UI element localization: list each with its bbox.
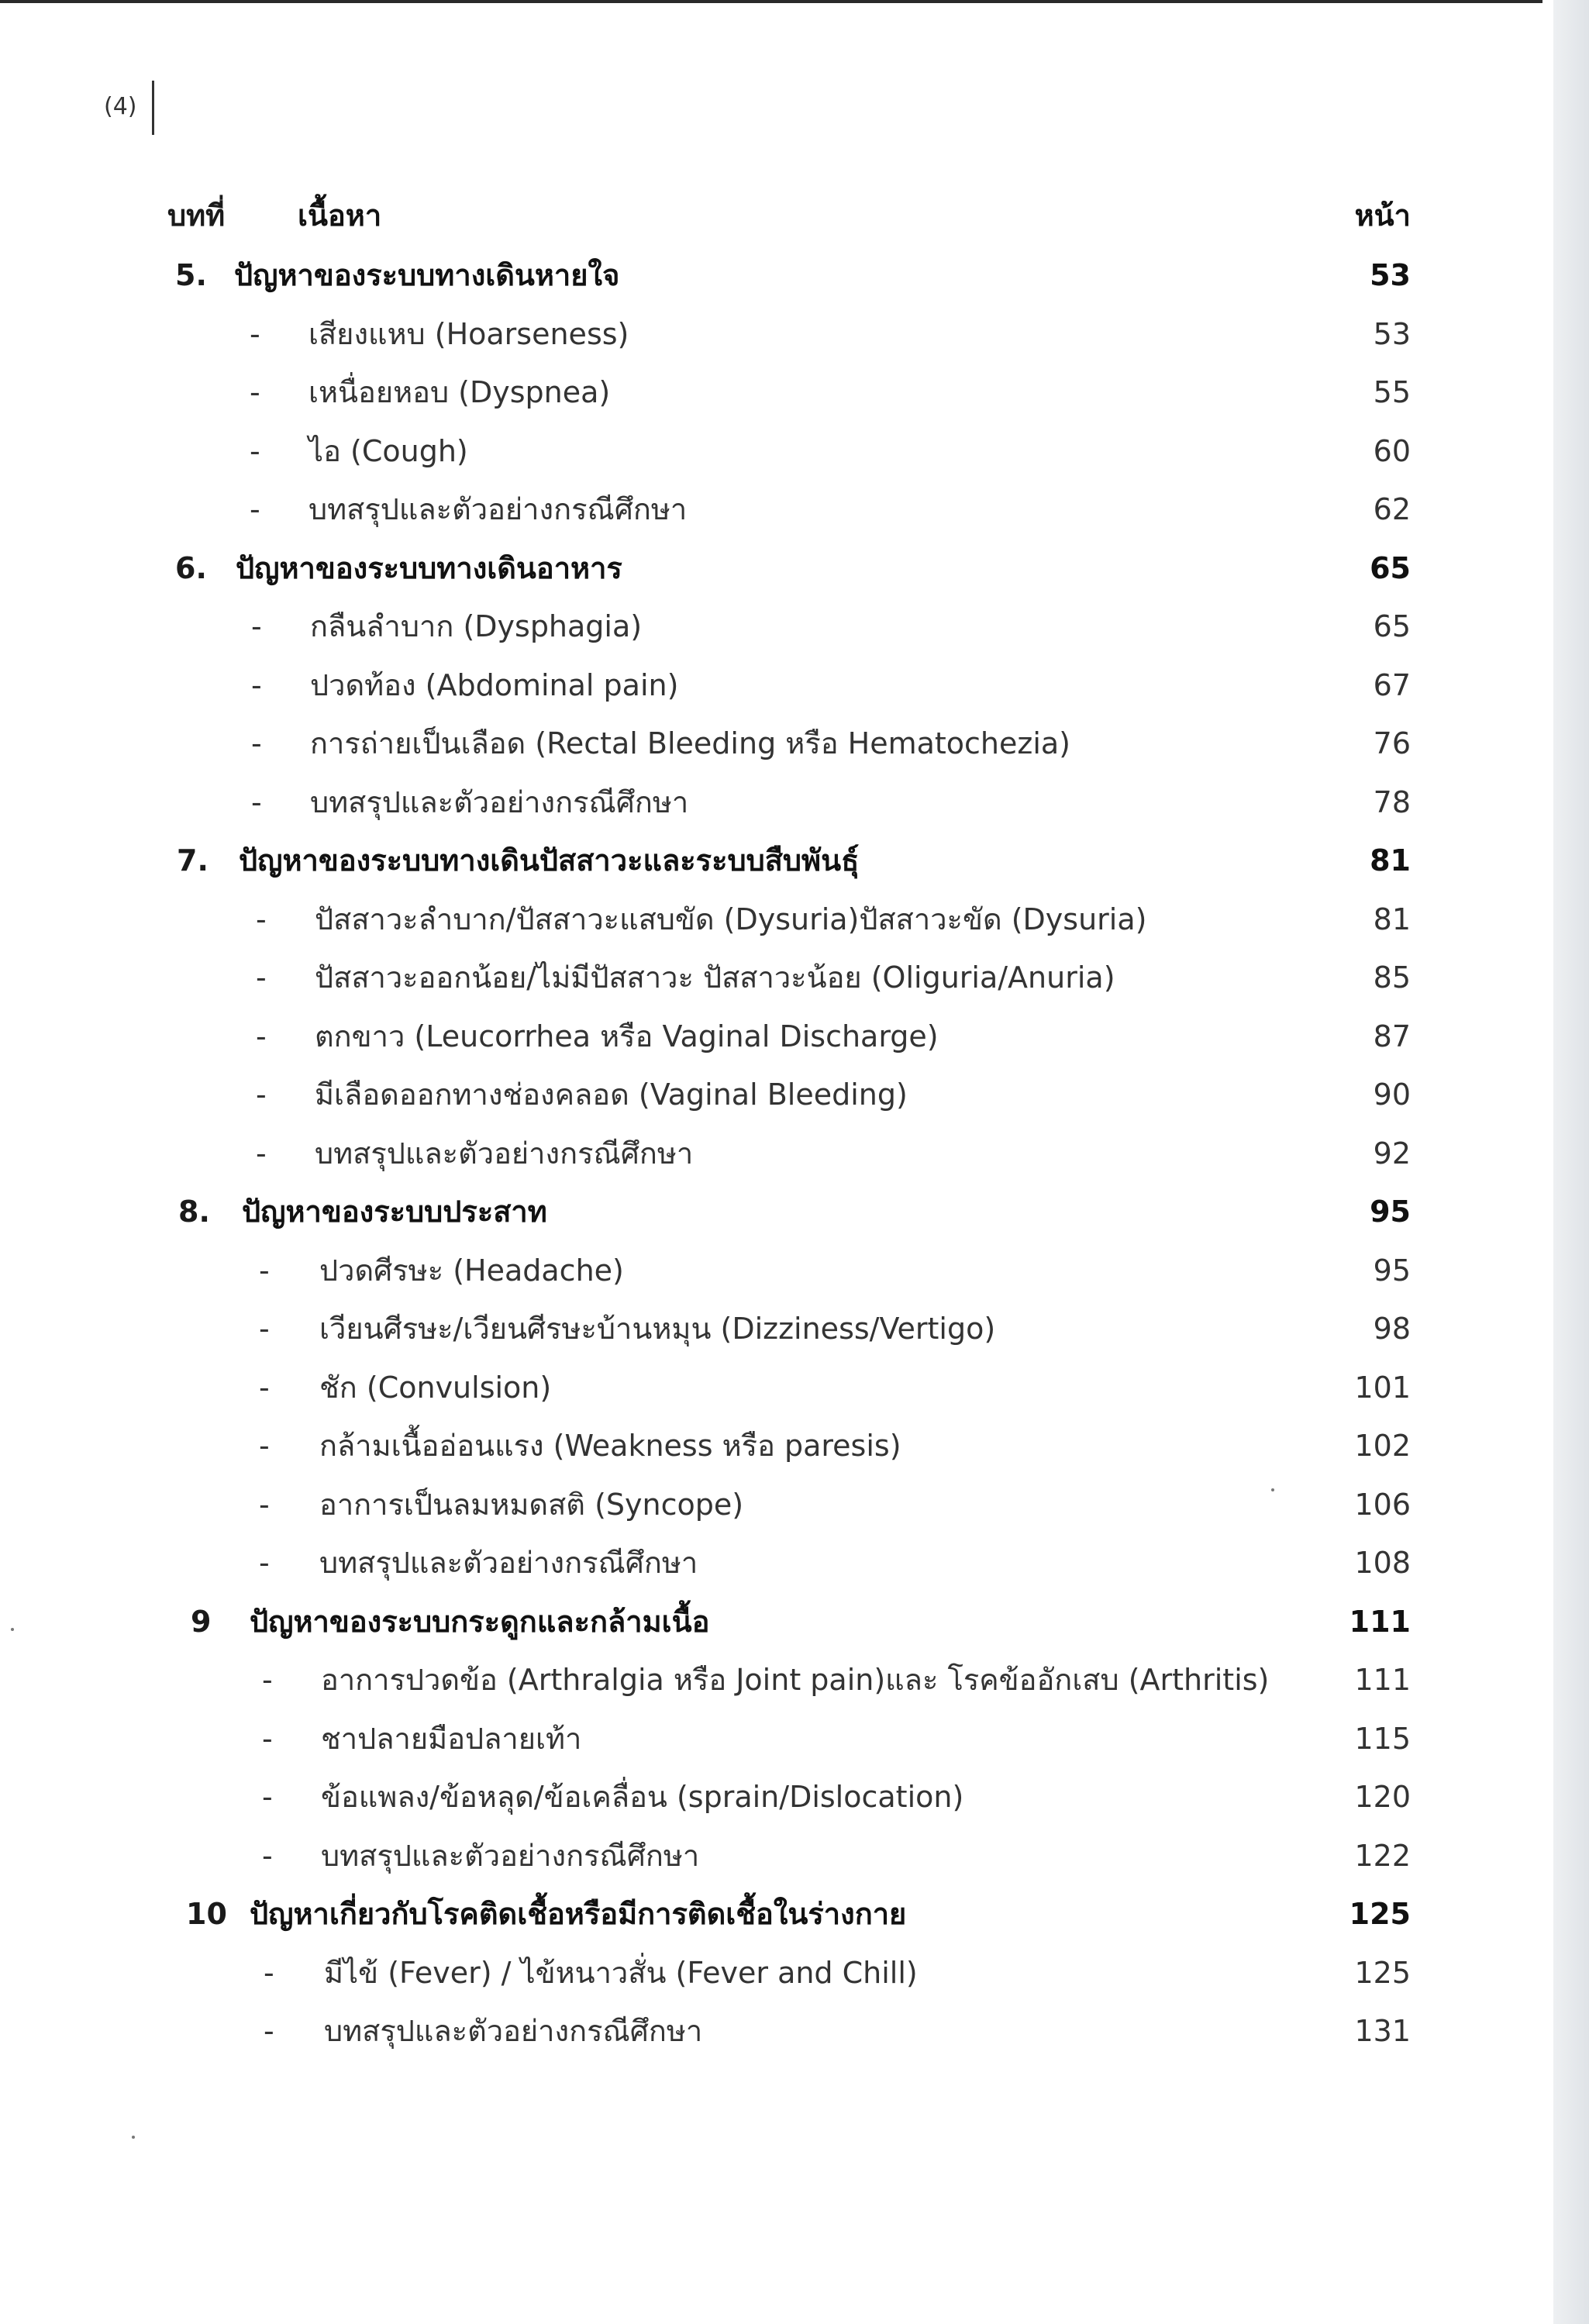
toc-item-row — [0, 1247, 1473, 1294]
toc-item-title: บทสรุปและตัวอย่างกรณีศึกษา — [308, 492, 688, 526]
toc-item-title: ข้อแพลง/ข้อหลุด/ข้อเคลื่อน (sprain/Dislocation) — [321, 1780, 964, 1814]
toc-item-row — [0, 603, 1473, 650]
toc-item-row — [0, 1071, 1473, 1118]
toc-item-row — [0, 1130, 1473, 1177]
scan-speck — [11, 1628, 14, 1631]
bullet-dash: - — [262, 1780, 273, 1814]
content-column-label: เนื้อหา — [298, 198, 382, 233]
toc-item-page: 67 — [1373, 667, 1411, 702]
chapter-row — [0, 1891, 1473, 1937]
toc-item-page: 98 — [1373, 1312, 1411, 1346]
toc-item-row — [0, 779, 1473, 826]
page-edge-shadow — [1553, 0, 1589, 2324]
bullet-dash: - — [251, 609, 262, 643]
page-column-label: หน้า — [1354, 198, 1411, 233]
bullet-dash: - — [250, 375, 260, 409]
toc-item-title: ตกขาว (Leucorrhea หรือ Vaginal Discharge) — [315, 1019, 939, 1053]
toc-item-row — [0, 1774, 1473, 1820]
toc-item-page: 92 — [1373, 1136, 1411, 1171]
chapter-number: 6. — [175, 550, 207, 585]
toc-item-page: 108 — [1354, 1546, 1411, 1580]
toc-item-row — [0, 662, 1473, 709]
toc-item-row — [0, 1305, 1473, 1352]
toc-item-row — [0, 428, 1473, 474]
scan-speck — [132, 2136, 135, 2139]
bullet-dash: - — [251, 726, 262, 760]
toc-item-row — [0, 1657, 1473, 1703]
toc-item-title: บทสรุปและตัวอย่างกรณีศึกษา — [315, 1136, 694, 1171]
toc-item-row — [0, 486, 1473, 533]
toc-item-title: กลืนลำบาก (Dysphagia) — [310, 609, 643, 643]
bullet-dash: - — [250, 433, 260, 468]
chapter-title: ปัญหาเกี่ยวกับโรคติดเชื้อหรือมีการติดเชื้อในร่างกาย — [250, 1897, 907, 1931]
bullet-dash: - — [256, 902, 267, 936]
toc-item-title: อาการปวดข้อ (Arthralgia หรือ Joint pain)และ โรคข้ออักเสบ (Arthritis) — [321, 1663, 1270, 1697]
chapter-number: 5. — [175, 258, 207, 292]
bullet-dash: - — [256, 1019, 267, 1053]
chapter-row — [0, 252, 1473, 298]
chapter-page: 125 — [1349, 1897, 1411, 1931]
toc-item-row — [0, 1481, 1473, 1528]
chapter-number: 10 — [186, 1897, 227, 1931]
bullet-dash: - — [264, 2014, 274, 2048]
toc-header-row — [0, 192, 1473, 239]
page-number-divider — [152, 81, 154, 135]
chapter-number: 8. — [178, 1195, 210, 1229]
toc-item-title: มีเลือดออกทางช่องคลอด (Vaginal Bleeding) — [315, 1078, 908, 1112]
toc-item-page: 111 — [1354, 1663, 1411, 1697]
toc-item-title: ไอ (Cough) — [308, 433, 468, 468]
chapter-column-label: บทที่ — [167, 198, 226, 233]
toc-item-title: อาการเป็นลมหมดสติ (Syncope) — [319, 1487, 744, 1522]
toc-item-row — [0, 720, 1473, 767]
toc-item-page: 55 — [1373, 375, 1411, 409]
bullet-dash: - — [259, 1487, 270, 1522]
toc-item-title: มีไข้ (Fever) / ไข้หนาวสั่น (Fever and Chill) — [324, 1955, 918, 1990]
toc-item-page: 60 — [1373, 433, 1411, 468]
toc-item-page: 76 — [1373, 726, 1411, 760]
toc-item-title: ปวดศีรษะ (Headache) — [319, 1253, 624, 1288]
chapter-title: ปัญหาของระบบทางเดินอาหาร — [236, 550, 622, 585]
toc-item-title: บทสรุปและตัวอย่างกรณีศึกษา — [321, 1838, 700, 1873]
toc-item-page: 87 — [1373, 1019, 1411, 1053]
bullet-dash: - — [251, 784, 262, 819]
chapter-title: ปัญหาของระบบทางเดินปัสสาวะและระบบสืบพันธุ์ — [239, 843, 860, 878]
chapter-title: ปัญหาของระบบประสาท — [242, 1195, 547, 1229]
bullet-dash: - — [250, 492, 260, 526]
toc-item-title: เหนื่อยหอบ (Dyspnea) — [308, 375, 611, 409]
toc-item-title: ชัก (Convulsion) — [319, 1370, 552, 1405]
chapter-number: 7. — [177, 843, 209, 878]
toc-item-row — [0, 1013, 1473, 1060]
toc-item-page: 101 — [1354, 1370, 1411, 1405]
toc-item-page: 95 — [1373, 1253, 1411, 1288]
toc-item-page: 81 — [1373, 902, 1411, 936]
toc-item-row — [0, 1540, 1473, 1586]
chapter-page: 81 — [1370, 843, 1411, 878]
chapter-row — [0, 1598, 1473, 1645]
bullet-dash: - — [262, 1721, 273, 1756]
toc-item-page: 53 — [1373, 316, 1411, 351]
toc-item-page: 120 — [1354, 1780, 1411, 1814]
toc-item-row — [0, 1950, 1473, 1996]
bullet-dash: - — [256, 1078, 267, 1112]
chapter-row — [0, 545, 1473, 591]
toc-item-page: 102 — [1354, 1429, 1411, 1463]
toc-item-page: 78 — [1373, 784, 1411, 819]
chapter-number: 9 — [191, 1604, 212, 1639]
chapter-page: 111 — [1349, 1604, 1411, 1639]
toc-item-row — [0, 311, 1473, 357]
toc-item-page: 85 — [1373, 960, 1411, 995]
toc-item-page: 122 — [1354, 1838, 1411, 1873]
page-number: (4) — [104, 93, 137, 120]
chapter-page: 95 — [1370, 1195, 1411, 1229]
toc-item-row — [0, 1364, 1473, 1411]
bullet-dash: - — [262, 1838, 273, 1873]
toc-item-title: ปัสสาวะออกน้อย/ไม่มีปัสสาวะ ปัสสาวะน้อย (Oliguria/Anuria) — [315, 960, 1115, 995]
toc-item-row — [0, 2008, 1473, 2054]
toc-item-page: 106 — [1354, 1487, 1411, 1522]
toc-item-page: 115 — [1354, 1721, 1411, 1756]
bullet-dash: - — [259, 1370, 270, 1405]
bullet-dash: - — [256, 1136, 267, 1171]
toc-item-title: ชาปลายมือปลายเท้า — [321, 1721, 582, 1756]
toc-item-title: ปวดท้อง (Abdominal pain) — [310, 667, 679, 702]
toc-item-row — [0, 896, 1473, 943]
toc-item-title: กล้ามเนื้ออ่อนแรง (Weakness หรือ paresis) — [319, 1429, 901, 1463]
toc-item-title: บทสรุปและตัวอย่างกรณีศึกษา — [319, 1546, 698, 1580]
toc-item-row — [0, 1715, 1473, 1762]
chapter-page: 65 — [1370, 550, 1411, 585]
toc-item-title: การถ่ายเป็นเลือด (Rectal Bleeding หรือ Hematochezia) — [310, 726, 1071, 760]
chapter-row — [0, 1188, 1473, 1235]
chapter-title: ปัญหาของระบบทางเดินหายใจ — [234, 258, 620, 292]
bullet-dash: - — [262, 1663, 273, 1697]
toc-item-title: ปัสสาวะลำบาก/ปัสสาวะแสบขัด (Dysuria)ปัสสาวะขัด (Dysuria) — [315, 902, 1147, 936]
toc-item-title: เวียนศีรษะ/เวียนศีรษะบ้านหมุน (Dizziness/Vertigo) — [319, 1312, 996, 1346]
toc-item-title: บทสรุปและตัวอย่างกรณีศึกษา — [324, 2014, 703, 2048]
toc-item-page: 62 — [1373, 492, 1411, 526]
toc-item-page: 65 — [1373, 609, 1411, 643]
bullet-dash: - — [259, 1253, 270, 1288]
bullet-dash: - — [259, 1312, 270, 1346]
chapter-title: ปัญหาของระบบกระดูกและกล้ามเนื้อ — [250, 1604, 710, 1639]
bullet-dash: - — [250, 316, 260, 351]
scan-speck — [1271, 1488, 1274, 1491]
toc-item-title: บทสรุปและตัวอย่างกรณีศึกษา — [310, 784, 689, 819]
top-rule — [0, 0, 1542, 3]
chapter-row — [0, 837, 1473, 884]
toc-item-row — [0, 1422, 1473, 1469]
toc-item-row — [0, 954, 1473, 1001]
toc-item-page: 131 — [1354, 2014, 1411, 2048]
bullet-dash: - — [259, 1546, 270, 1580]
toc-item-title: เสียงแหบ (Hoarseness) — [308, 316, 629, 351]
toc-item-row — [0, 1833, 1473, 1879]
chapter-page: 53 — [1370, 258, 1411, 292]
bullet-dash: - — [256, 960, 267, 995]
toc-item-page: 125 — [1354, 1955, 1411, 1990]
bullet-dash: - — [259, 1429, 270, 1463]
toc-item-row — [0, 369, 1473, 415]
bullet-dash: - — [251, 667, 262, 702]
toc-item-page: 90 — [1373, 1078, 1411, 1112]
bullet-dash: - — [264, 1955, 274, 1990]
